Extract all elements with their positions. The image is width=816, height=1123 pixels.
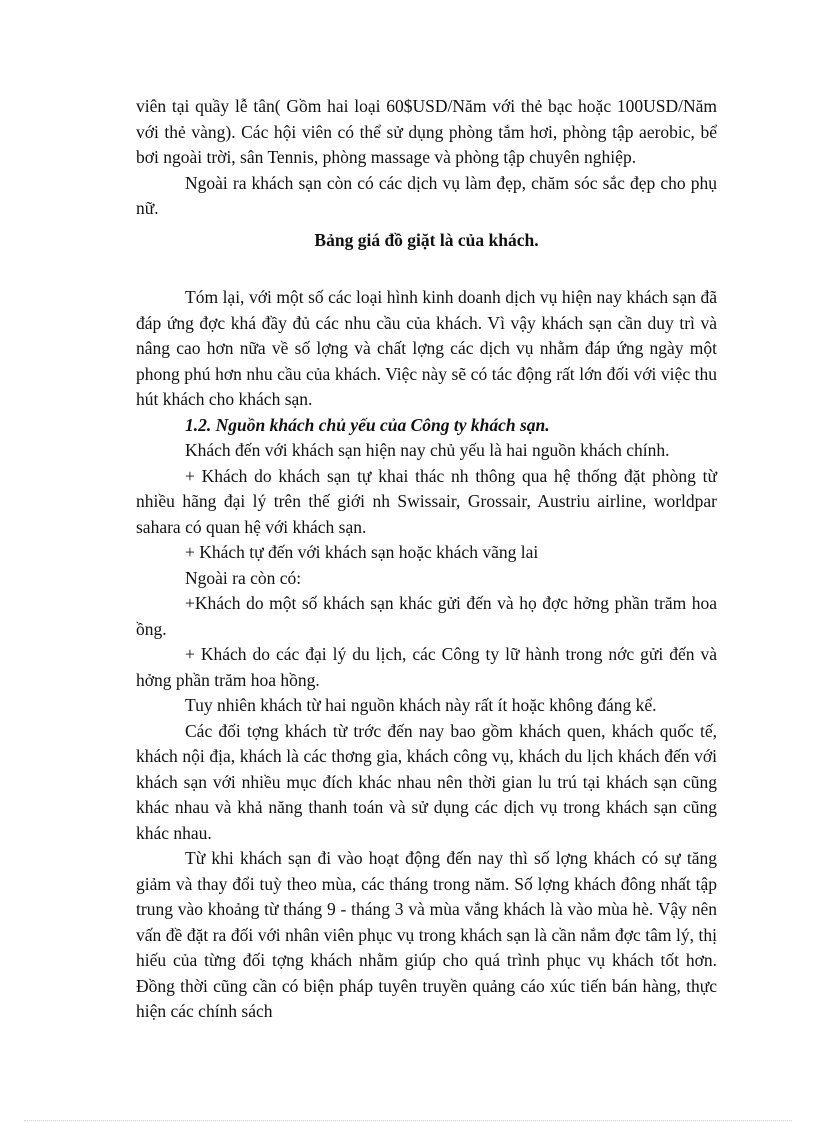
paragraph-source-hotels: +Khách do một số khách sạn khác gửi đến và họ đợc hởng phần trăm hoa ồng. [136, 593, 717, 639]
paragraph-source-agencies: + Khách do các đại lý du lịch, các Công ty lữ hành trong nớc gửi đến và hởng phần trăm hoa hồng. [136, 644, 717, 690]
paragraph-source-booking: + Khách do khách sạn tự khai thác nh thông qua hệ thống đặt phòng từ nhiều hãng đại lý trên thế giới nh Swissair, Grossair, Austriu airline, worldpar sahara có quan hệ với khách sạn. [136, 465, 717, 537]
document-page [136, 94, 717, 1025]
page-bottom-rule [24, 1120, 792, 1121]
paragraph-source-walkin: + Khách tự đến với khách sạn hoặc khách vãng lai [185, 542, 539, 562]
paragraph-seasonality: Từ khi khách sạn đi vào hoạt động đến nay thì số lợng khách có sự tăng giảm và thay đổi tuỳ theo mùa, các tháng trong năm. Số lợng khách đông nhất tập trung vào khoảng từ tháng 9 - tháng 3 và mùa vắng khách là vào mùa hè. Vậy nên vấn đề đặt ra đối với nhân viên phục vụ trong khách sạn là cần nắm đợc tâm lý, thị hiếu của từng đối tợng khách nhằm giúp cho quá trình phục vụ khách tốt hơn. Đồng thời cũng cần có biện pháp tuyên truyền quảng cáo xúc tiến bán hàng, thực hiện các chính sách [136, 848, 717, 1021]
paragraph-other-sources: Ngoài ra còn có: [185, 567, 302, 588]
paragraph-minor-sources: Tuy nhiên khách từ hai nguồn khách này rất ít hoặc không đáng kể. [185, 695, 657, 715]
laundry-price-title: Bảng giá đồ giặt là của khách. [314, 229, 539, 250]
section-heading: 1.2. Nguồn khách chủ yếu của Công ty khách sạn. [185, 414, 550, 435]
paragraph-main-sources: Khách đến với khách sạn hiện nay chủ yếu là hai nguồn khách chính. [185, 440, 670, 460]
paragraph-summary: Tóm lại, với một số các loại hình kinh doanh dịch vụ hiện nay khách sạn đã đáp ứng đợc khá đầy đủ các nhu cầu của khách. Vì vậy khách sạn cần duy trì và nâng cao hơn nữa về số lợng và chất lợng các dịch vụ nhằm đáp ứng ngày một phong phú hơn nhu cầu của khách. Việc này sẽ có tác động rất lớn đối với việc thu hút khách cho khách sạn. [136, 287, 717, 409]
paragraph-beauty-services: Ngoài ra khách sạn còn có các dịch vụ làm đẹp, chăm sóc sắc đẹp cho phụ nữ. [136, 172, 717, 218]
paragraph-guest-types: Các đối tợng khách từ trớc đến nay bao gồm khách quen, khách quốc tế, khách nội địa, khách là các thơng gia, khách công vụ, khách du lịch khách đến với khách sạn với nhiều mục đích khác nhau nên thời gian lu trú tại khách sạn cũng khác nhau và khả năng thanh toán và sử dụng các dịch vụ trong khách sạn cũng khác nhau. [136, 720, 717, 843]
paragraph-membership: viên tại quầy lễ tân( Gồm hai loại 60$USD/Năm với thẻ bạc hoặc 100USD/Năm với thẻ vàng). Các hội viên có thể sử dụng phòng tắm hơi, phòng tập aerobic, bể bơi ngoài trời, sân Tennis, phòng massage và phòng tập chuyên nghiệp. [136, 96, 717, 167]
